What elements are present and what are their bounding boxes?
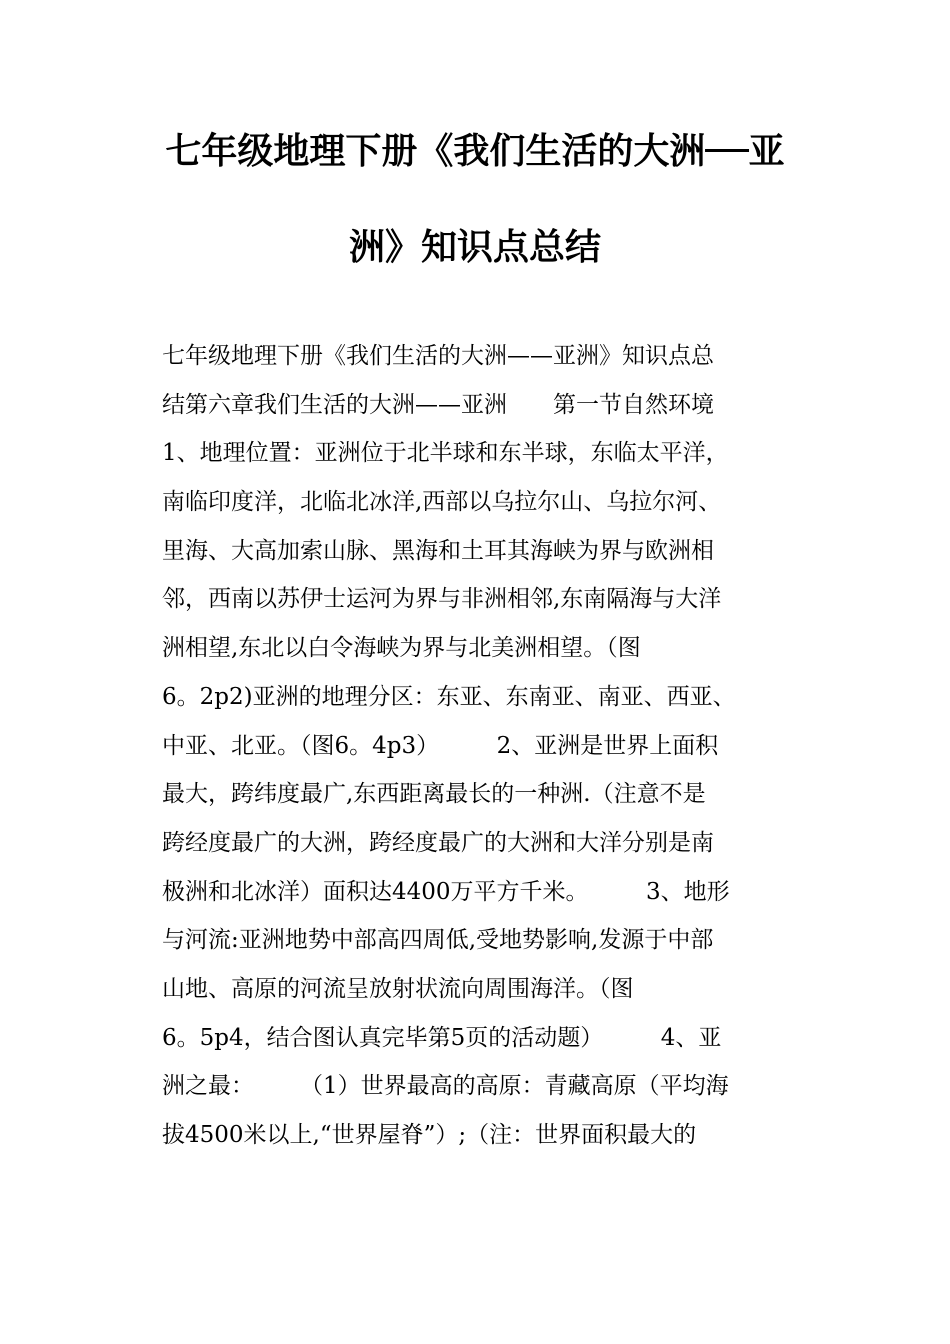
body-line: 南临印度洋，北临北冰洋,西部以乌拉尔山、乌拉尔河、 <box>162 489 722 516</box>
body-line: 最大，跨纬度最广,东西距离最长的一种洲.（注意不是 <box>162 781 706 808</box>
body-line: 山地、高原的河流呈放射状流向周围海洋。（图 <box>162 975 634 1002</box>
body-line: 拔4500米以上,“世界屋脊”）;（注：世界面积最大的 <box>162 1122 697 1148</box>
body-line: 七年级地理下册《我们生活的大洲——亚洲》知识点总 <box>162 343 714 369</box>
body-line: 6。5p4，结合图认真完毕第5页的活动题） 4、亚 <box>162 1024 722 1051</box>
body-line: 中亚、北亚。（图6。4p3） 2、亚洲是世界上面积 <box>162 732 719 759</box>
body-line: 1、地理位置：亚洲位于北半球和东半球，东临太平洋， <box>162 440 729 467</box>
body-line: 极洲和北冰洋）面积达4400万平方千米。 3、地形 <box>162 878 730 905</box>
document-title-line-1: 七年级地理下册《我们生活的大洲──亚 <box>165 131 785 172</box>
body-line: 洲相望,东北以白令海峡为界与北美洲相望。（图 <box>162 635 641 662</box>
body-line: 与河流:亚洲地势中部高四周低,受地势影响,发源于中部 <box>162 927 714 954</box>
body-line: 里海、大高加索山脉、黑海和土耳其海峡为界与欧洲相 <box>162 537 714 564</box>
body-line: 跨经度最广的大洲，跨经度最广的大洲和大洋分别是南 <box>162 829 714 856</box>
body-line: 邻，西南以苏伊士运河为界与非洲相邻,东南隔海与大洋 <box>162 586 722 613</box>
body-line: 洲之最： （1）世界最高的高原：青藏高原（平均海 <box>162 1073 729 1100</box>
document-body <box>162 336 802 1164</box>
body-line: 6。2p2)亚洲的地理分区：东亚、东南亚、南亚、西亚、 <box>162 683 736 710</box>
body-line: 结第六章我们生活的大洲——亚洲 第一节自然环境 <box>162 391 714 418</box>
document-title-line-2: 洲》知识点总结 <box>348 227 601 268</box>
